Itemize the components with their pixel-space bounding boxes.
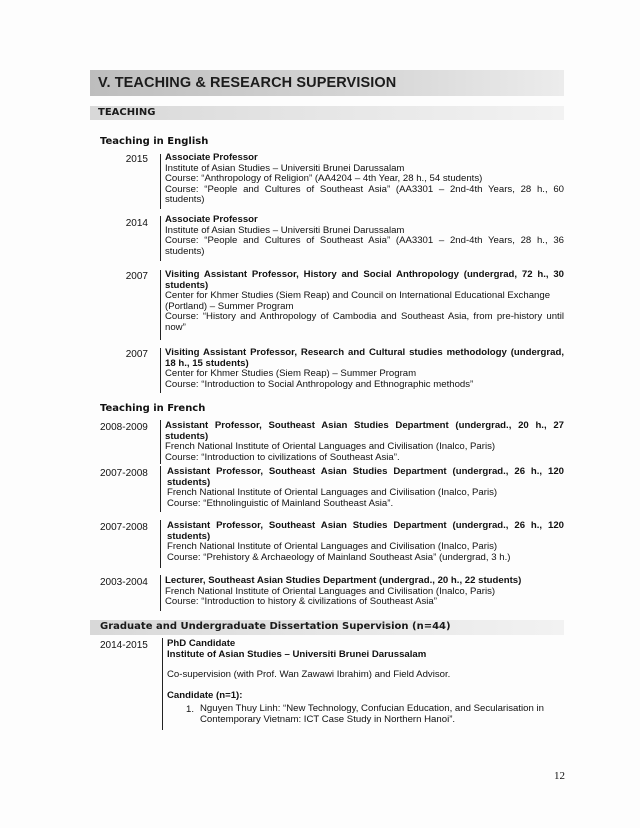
entry-divider [160, 216, 161, 261]
entry-body [165, 270, 564, 333]
supervision-body [167, 639, 564, 701]
entry-body [165, 576, 564, 608]
entry-body [167, 521, 564, 563]
section-header-bar [90, 70, 564, 96]
entry-title: Assistant Professor, Southeast Asian Studies Department (undergrad., 26 h., 120 students) [167, 466, 564, 488]
entry-year: 2007-2008 [100, 522, 148, 533]
candidates-label: Candidate (n=1): [167, 689, 243, 701]
entry-title: Visiting Assistant Professor, History and Social Anthropology (undergrad, 72 h., 30 students) [165, 269, 564, 291]
entry-divider [160, 348, 161, 393]
entry-line: Course: “Anthropology of Religion” (AA4204 – 4th Year, 28 h., 54 students) [165, 173, 483, 184]
entry-divider [162, 638, 163, 730]
entry-year: 2003-2004 [100, 577, 148, 588]
entry-line: French National Institute of Oriental Languages and Civilisation (Inalco, Paris) [165, 441, 496, 452]
supervision-institution: Institute of Asian Studies – Universiti Brunei Darussalam [167, 648, 427, 660]
entry-line: Course: “History and Anthropology of Cambodia and Southeast Asia, from pre-history until now” [165, 311, 564, 333]
entry-divider [160, 420, 161, 464]
entry-year: 2014 [125, 218, 148, 229]
entry-body [165, 348, 564, 390]
supervision-note: Co-supervision (with Prof. Wan Zawawi Ibrahim) and Field Advisor. [167, 669, 451, 680]
entry-divider [160, 270, 161, 340]
entry-line: Course: “Ethnolinguistic of Mainland Southeast Asia”. [167, 497, 394, 509]
entry-divider [160, 154, 161, 209]
entry-line: Course: “Introduction to history & civilizations of Southeast Asia” [165, 596, 437, 607]
entry-line: Course: “People and Cultures of Southeast Asia” (AA3301 – 2nd-4th Years, 28 h., 60 students) [165, 183, 564, 205]
entry-line: Course: “Prehistory & Archaeology of Mainland Southeast Asia” (undergrad, 3 h.) [167, 551, 511, 563]
entry-line: French National Institute of Oriental Languages and Civilisation (Inalco, Paris) [165, 585, 496, 597]
entry-line: Center for Khmer Studies (Siem Reap) and Council on International Educational Exchange (Portland) – Summer Program [165, 290, 551, 312]
entry-body [165, 153, 564, 206]
entry-line: Institute of Asian Studies – Universiti Brunei Darussalam [165, 162, 405, 174]
entry-body [165, 421, 564, 463]
entry-title: Assistant Professor, Southeast Asian Studies Department (undergrad., 26 h., 120 students) [167, 520, 564, 542]
candidate-entry: Nguyen Thuy Linh: “New Technology, Confucian Education, and Secularisation in Contemporary Vietnam: ICT Case Study in Northern Hanoi”. [200, 703, 544, 725]
entry-line: French National Institute of Oriental Languages and Civilisation (Inalco, Paris) [167, 541, 498, 552]
entry-line: Course: “Introduction to civilizations of Southeast Asia”. [165, 451, 400, 463]
entry-body [167, 467, 564, 509]
english-heading: Teaching in English [100, 136, 209, 147]
entry-title: Associate Professor [165, 214, 258, 225]
entry-year: 2015 [125, 154, 148, 165]
entry-year: 2008-2009 [100, 422, 148, 433]
entry-year: 2007 [125, 271, 148, 282]
page-number: 12 [554, 770, 565, 782]
entry-line: Course: “People and Cultures of Southeast Asia” (AA3301 – 2nd-4th Years, 28 h., 36 students) [165, 235, 564, 257]
supervision-label: Graduate and Undergraduate Dissertation Supervision (n=44) [100, 621, 451, 632]
french-heading: Teaching in French [100, 403, 206, 414]
supervision-role: PhD Candidate [167, 638, 236, 649]
section-title: V. TEACHING & RESEARCH SUPERVISION [98, 75, 397, 91]
entry-body [165, 215, 564, 257]
supervision-bar [90, 620, 564, 635]
entry-line: French National Institute of Oriental Languages and Civilisation (Inalco, Paris) [167, 487, 498, 498]
entry-year: 2014-2015 [100, 640, 148, 651]
teaching-label: TEACHING [98, 107, 156, 118]
entry-line: Course: “Introduction to Social Anthropology and Ethnographic methods” [165, 378, 474, 390]
entry-title: Visiting Assistant Professor, Research and Cultural studies methodology (undergrad, 18 h., 15 students) [165, 347, 564, 369]
entry-line: Center for Khmer Studies (Siem Reap) – Summer Program [165, 368, 417, 379]
entry-title: Assistant Professor, Southeast Asian Studies Department (undergrad., 20 h., 27 students) [165, 420, 564, 442]
entry-title: Lecturer, Southeast Asian Studies Department (undergrad., 20 h., 22 students) [165, 575, 522, 586]
entry-year: 2007 [125, 349, 148, 360]
entry-year: 2007-2008 [100, 468, 148, 479]
entry-title: Associate Professor [165, 152, 258, 163]
entry-divider [160, 520, 161, 568]
candidate-number: 1. [186, 704, 195, 715]
entry-line: Institute of Asian Studies – Universiti Brunei Darussalam [165, 224, 405, 236]
entry-divider [160, 466, 161, 512]
entry-divider [160, 575, 161, 611]
teaching-bar [90, 106, 564, 120]
